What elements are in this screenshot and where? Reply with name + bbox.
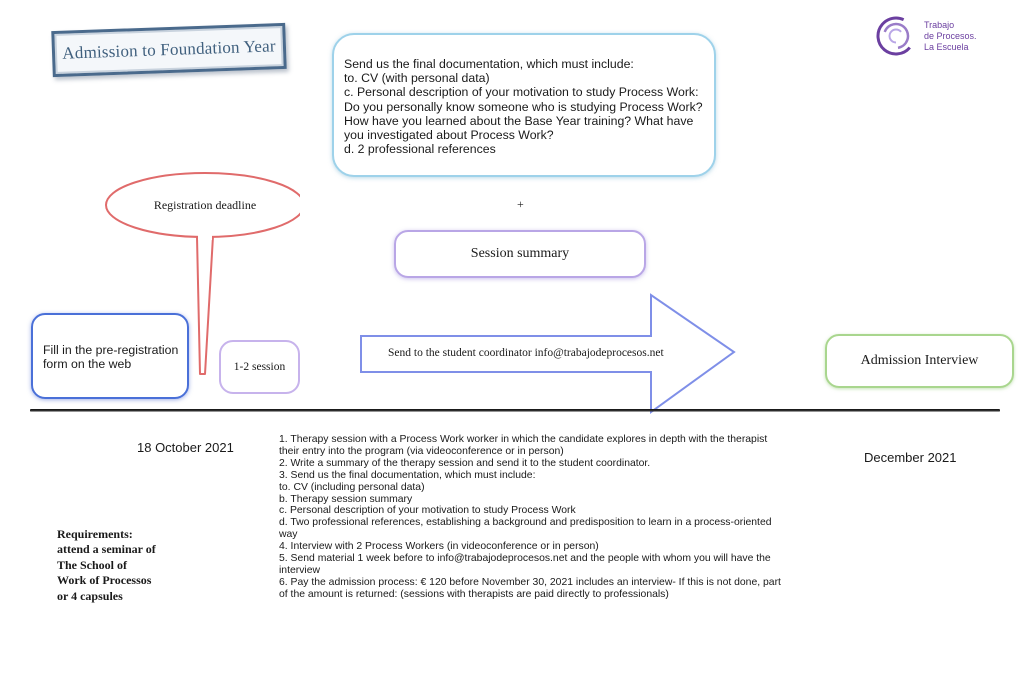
step-line: 5. Send material 1 week before to info@trabajodeprocesos.net and the people with whom you will have the: [279, 553, 771, 565]
step-line: of the amount is returned: (sessions with therapists are paid directly to professionals): [279, 588, 669, 600]
step-line: 2. Write a summary of the therapy session and send it to the student coordinator.: [279, 457, 651, 469]
start-date: 18 October 2021: [137, 440, 234, 455]
requirements-line: Requirements:: [57, 527, 133, 541]
documentation-line: Send us the final documentation, which must include:: [344, 57, 634, 71]
documentation-line: c. Personal description of your motivation to study Process Work:: [344, 85, 699, 100]
step-line: c. Personal description of your motivation to study Process Work: [279, 505, 576, 517]
step-line: 3. Send us the final documentation, which must include:: [279, 469, 536, 481]
logo-line: de Procesos.: [924, 31, 977, 41]
step-line: b. Therapy session summary: [279, 493, 413, 505]
logo-line: Trabajo: [924, 20, 955, 30]
step-line: 1. Therapy session with a Process Work worker in which the candidate explores in depth with the therapist: [279, 434, 768, 445]
title-stamp: [51, 23, 286, 77]
page-title: Admission to Foundation Year: [62, 36, 276, 63]
requirements-block: [57, 527, 156, 604]
documentation-line: How have you learned about the Base Year training? What have: [344, 113, 694, 128]
requirements-line: attend a seminar of: [57, 542, 156, 557]
step-line: to. CV (including personal data): [279, 481, 425, 493]
step-line: d. Two professional references, establishing a background and predisposition to learn in a process-oriented: [279, 517, 772, 529]
requirements-line: or 4 capsules: [57, 588, 123, 603]
step-line: interview: [279, 564, 320, 576]
requirements-line: The School of: [57, 557, 128, 572]
preregistration-box: [31, 313, 189, 399]
end-date: December 2021: [864, 450, 957, 465]
registration-deadline-label: Registration deadline: [153, 198, 257, 212]
plus-sign: +: [517, 197, 524, 211]
session-summary-label: Session summary: [470, 246, 570, 261]
documentation-line: d. 2 professional references: [344, 142, 496, 157]
logo-line: La Escuela: [924, 42, 969, 52]
documentation-line: you investigated about Process Work?: [344, 128, 554, 143]
send-arrow-label: Send to the student coordinator info@trabajodeprocesos.net: [388, 347, 664, 359]
admission-interview-box: [825, 334, 1014, 388]
sessions-label: 1-2 session: [233, 361, 286, 373]
admission-interview-label: Admission Interview: [860, 353, 979, 368]
logo-text: [924, 20, 977, 53]
preregistration-line: Fill in the pre-registration: [43, 343, 179, 357]
logo-icon: [874, 14, 918, 58]
documentation-line: to. CV (with personal data): [344, 71, 490, 86]
documentation-line: Do you personally know someone who is studying Process Work?: [344, 99, 703, 114]
timeline-line: [30, 409, 1000, 412]
sessions-box: [219, 340, 300, 394]
step-line: way: [279, 529, 298, 541]
step-line: their entry into the program (via videoconference or in person): [279, 445, 564, 457]
requirements-line: Work of Processos: [57, 573, 152, 588]
step-line: 4. Interview with 2 Process Workers (in videoconference or in person): [279, 541, 599, 553]
session-summary-box: [394, 230, 646, 278]
documentation-box: [332, 33, 716, 177]
steps-list: [279, 434, 829, 601]
step-line: 6. Pay the admission process: € 120 before November 30, 2021 includes an interview- If this is not done, part: [279, 576, 781, 588]
preregistration-line: form on the web: [43, 357, 132, 371]
